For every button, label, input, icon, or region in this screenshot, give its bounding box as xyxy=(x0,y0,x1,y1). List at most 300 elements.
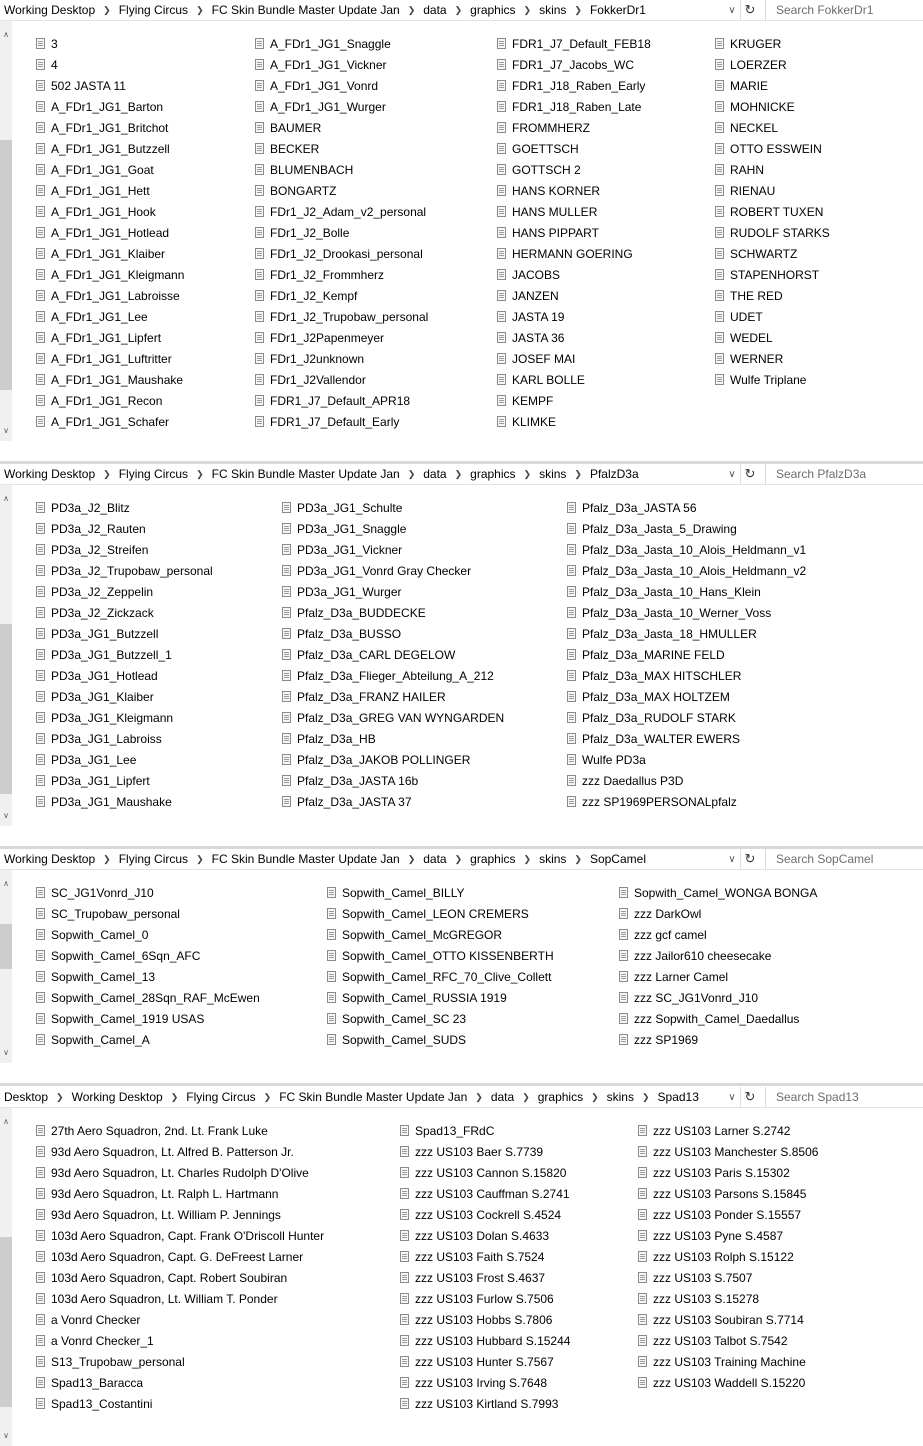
file-name: HERMANN GOERING xyxy=(512,246,633,261)
breadcrumb-separator-icon[interactable]: ❯ xyxy=(454,853,463,864)
refresh-icon[interactable]: ↻ xyxy=(740,1087,759,1107)
file-item[interactable] xyxy=(619,1008,799,1029)
breadcrumb-separator-icon[interactable]: ❯ xyxy=(170,1091,179,1102)
file-item[interactable] xyxy=(497,159,581,180)
file-item[interactable] xyxy=(255,369,366,390)
file-name: Pfalz_D3a_BUDDECKE xyxy=(297,605,426,620)
breadcrumb-item[interactable]: graphics xyxy=(470,3,516,17)
file-item[interactable] xyxy=(255,306,428,327)
file-item[interactable] xyxy=(638,1309,804,1330)
file-item[interactable] xyxy=(638,1204,801,1225)
file-item[interactable] xyxy=(400,1162,566,1183)
breadcrumb-item[interactable]: Working Desktop xyxy=(4,3,96,17)
file-icon xyxy=(36,712,45,723)
scrollbar-thumb[interactable] xyxy=(0,924,12,969)
file-item[interactable] xyxy=(36,1008,204,1029)
file-item[interactable] xyxy=(36,1309,140,1330)
file-item[interactable] xyxy=(36,369,183,390)
file-item[interactable] xyxy=(400,1183,570,1204)
address-dropdown-icon[interactable]: ∨ xyxy=(728,1091,736,1103)
file-item[interactable] xyxy=(282,581,402,602)
breadcrumb-item[interactable]: skins xyxy=(539,3,567,17)
file-item[interactable] xyxy=(497,306,564,327)
file-item[interactable] xyxy=(715,159,764,180)
file-item[interactable] xyxy=(400,1120,494,1141)
breadcrumb-item[interactable]: FC Skin Bundle Master Update Jan xyxy=(211,467,400,481)
file-item[interactable] xyxy=(36,623,158,644)
file-item[interactable] xyxy=(255,348,364,369)
file-name: zzz US103 Hobbs S.7806 xyxy=(415,1312,553,1327)
file-item[interactable] xyxy=(282,602,426,623)
file-icon xyxy=(36,992,45,1003)
breadcrumb-separator-icon[interactable]: ❯ xyxy=(523,468,532,479)
file-item[interactable] xyxy=(638,1141,818,1162)
file-item[interactable] xyxy=(715,201,823,222)
file-icon xyxy=(255,80,264,91)
breadcrumb-item[interactable]: graphics xyxy=(470,467,516,481)
file-item[interactable] xyxy=(255,222,349,243)
file-name: zzz US103 Furlow S.7506 xyxy=(415,1291,554,1306)
file-item[interactable] xyxy=(36,1372,143,1393)
scroll-up-icon[interactable]: ∧ xyxy=(3,29,9,39)
file-item[interactable] xyxy=(282,707,504,728)
file-item[interactable] xyxy=(715,180,775,201)
file-item[interactable] xyxy=(255,327,384,348)
breadcrumb-separator-icon[interactable]: ❯ xyxy=(407,853,416,864)
file-item[interactable] xyxy=(36,728,162,749)
file-item[interactable] xyxy=(400,1204,561,1225)
file-name: 93d Aero Squadron, Lt. Ralph L. Hartmann xyxy=(51,1186,279,1201)
file-item[interactable] xyxy=(36,1288,278,1309)
file-name: 103d Aero Squadron, Lt. William T. Ponder xyxy=(51,1291,278,1306)
file-item[interactable] xyxy=(567,560,806,581)
file-item[interactable] xyxy=(36,138,170,159)
file-item[interactable] xyxy=(36,285,180,306)
file-item[interactable] xyxy=(36,581,153,602)
breadcrumb xyxy=(0,0,650,20)
file-item[interactable] xyxy=(36,348,172,369)
file-item[interactable] xyxy=(36,791,172,812)
file-item[interactable] xyxy=(715,348,783,369)
file-item[interactable] xyxy=(36,222,169,243)
file-item[interactable] xyxy=(282,770,418,791)
file-item[interactable] xyxy=(715,369,806,390)
file-icon xyxy=(715,374,724,385)
file-item[interactable] xyxy=(638,1288,759,1309)
file-item[interactable] xyxy=(36,924,148,945)
breadcrumb-item[interactable]: graphics xyxy=(537,1090,584,1104)
breadcrumb-item[interactable]: Working Desktop xyxy=(4,852,96,866)
breadcrumb-separator-icon[interactable]: ❯ xyxy=(103,468,111,479)
file-item[interactable] xyxy=(36,987,260,1008)
file-item[interactable] xyxy=(327,1029,466,1050)
file-item[interactable] xyxy=(497,264,560,285)
file-name: zzz Sopwith_Camel_Daedallus xyxy=(634,1011,800,1026)
address-dropdown-icon[interactable]: ∨ xyxy=(728,468,736,480)
breadcrumb-item[interactable]: Flying Circus xyxy=(118,467,189,481)
file-item[interactable] xyxy=(619,987,758,1008)
file-item[interactable] xyxy=(638,1330,788,1351)
file-item[interactable] xyxy=(497,201,597,222)
file-item[interactable] xyxy=(400,1225,549,1246)
address-bar[interactable] xyxy=(0,464,923,485)
address-bar[interactable] xyxy=(0,849,923,870)
file-item[interactable] xyxy=(715,117,778,138)
file-item[interactable] xyxy=(327,903,529,924)
file-item[interactable] xyxy=(255,285,357,306)
file-item[interactable] xyxy=(255,96,386,117)
file-name: JANZEN xyxy=(512,288,559,303)
file-item[interactable] xyxy=(36,644,172,665)
file-item[interactable] xyxy=(36,1204,281,1225)
file-item[interactable] xyxy=(36,1225,324,1246)
file-item[interactable] xyxy=(282,623,401,644)
file-item[interactable] xyxy=(638,1372,805,1393)
breadcrumb-item[interactable]: Desktop xyxy=(4,1090,49,1104)
file-icon xyxy=(638,1251,647,1262)
file-item[interactable] xyxy=(282,791,412,812)
file-item[interactable] xyxy=(497,96,641,117)
file-item[interactable] xyxy=(567,728,740,749)
search-input[interactable] xyxy=(765,1087,923,1107)
file-icon xyxy=(255,311,264,322)
file-item[interactable] xyxy=(567,497,697,518)
file-item[interactable] xyxy=(255,117,321,138)
scroll-down-icon[interactable]: ∨ xyxy=(3,1047,9,1057)
breadcrumb-item[interactable]: Working Desktop xyxy=(71,1090,163,1104)
file-item[interactable] xyxy=(255,201,426,222)
address-bar[interactable] xyxy=(0,0,923,21)
file-item[interactable] xyxy=(36,75,126,96)
scrollbar-thumb[interactable] xyxy=(0,140,12,390)
breadcrumb-item[interactable]: FokkerDr1 xyxy=(589,3,646,17)
scroll-down-icon[interactable]: ∨ xyxy=(3,425,9,435)
file-item[interactable] xyxy=(36,96,163,117)
file-item[interactable] xyxy=(282,728,376,749)
search-placeholder: Search SopCamel xyxy=(776,852,874,866)
breadcrumb-separator-icon[interactable]: ❯ xyxy=(454,468,463,479)
file-item[interactable] xyxy=(567,581,761,602)
file-item[interactable] xyxy=(327,966,551,987)
file-item[interactable] xyxy=(36,497,130,518)
file-icon xyxy=(327,887,336,898)
file-item[interactable] xyxy=(255,54,387,75)
scrollbar-thumb[interactable] xyxy=(0,1237,12,1407)
breadcrumb-separator-icon[interactable]: ❯ xyxy=(407,4,416,15)
file-item[interactable] xyxy=(497,327,564,348)
file-item[interactable] xyxy=(400,1267,545,1288)
file-item[interactable] xyxy=(715,75,768,96)
file-name: zzz US103 S.15278 xyxy=(653,1291,760,1306)
file-item[interactable] xyxy=(36,159,154,180)
address-dropdown-icon[interactable]: ∨ xyxy=(728,4,736,16)
refresh-icon[interactable]: ↻ xyxy=(740,849,759,869)
file-item[interactable] xyxy=(36,945,200,966)
file-item[interactable] xyxy=(567,770,683,791)
file-item[interactable] xyxy=(638,1120,790,1141)
file-item[interactable] xyxy=(255,264,384,285)
file-item[interactable] xyxy=(638,1351,806,1372)
breadcrumb-separator-icon[interactable]: ❯ xyxy=(574,853,582,864)
file-item[interactable] xyxy=(567,791,737,812)
file-item[interactable] xyxy=(282,497,402,518)
file-item[interactable] xyxy=(36,1183,278,1204)
scrollbar-thumb[interactable] xyxy=(0,624,12,794)
breadcrumb-separator-icon[interactable]: ❯ xyxy=(574,4,582,15)
file-item[interactable] xyxy=(36,390,162,411)
breadcrumb-separator-icon[interactable]: ❯ xyxy=(263,1091,272,1102)
breadcrumb-item[interactable]: graphics xyxy=(470,852,516,866)
file-name: Sopwith_Camel_LEON CREMERS xyxy=(342,906,529,921)
file-item[interactable] xyxy=(497,180,600,201)
file-item[interactable] xyxy=(282,644,455,665)
file-icon xyxy=(255,374,264,385)
file-item[interactable] xyxy=(255,243,423,264)
file-item[interactable] xyxy=(327,882,465,903)
breadcrumb-separator-icon[interactable]: ❯ xyxy=(407,468,416,479)
search-input[interactable] xyxy=(765,464,923,484)
file-item[interactable] xyxy=(327,945,554,966)
file-item[interactable] xyxy=(497,243,633,264)
scroll-up-icon[interactable]: ∧ xyxy=(3,878,9,888)
file-item[interactable] xyxy=(638,1162,790,1183)
file-name: KRUGER xyxy=(730,36,782,51)
file-item[interactable] xyxy=(36,770,150,791)
file-item[interactable] xyxy=(497,54,634,75)
file-item[interactable] xyxy=(400,1246,544,1267)
file-item[interactable] xyxy=(36,33,58,54)
file-item[interactable] xyxy=(36,686,154,707)
file-item[interactable] xyxy=(282,749,470,770)
file-item[interactable] xyxy=(567,623,757,644)
breadcrumb-separator-icon[interactable]: ❯ xyxy=(475,1091,483,1102)
file-item[interactable] xyxy=(282,518,406,539)
breadcrumb-separator-icon[interactable]: ❯ xyxy=(103,4,111,15)
file-item[interactable] xyxy=(36,1246,303,1267)
file-item[interactable] xyxy=(567,749,646,770)
file-item[interactable] xyxy=(619,1029,698,1050)
breadcrumb-item[interactable]: PfalzD3a xyxy=(589,467,639,481)
file-item[interactable] xyxy=(400,1141,543,1162)
breadcrumb-item[interactable]: skins xyxy=(606,1090,634,1104)
breadcrumb-item[interactable]: skins xyxy=(539,467,567,481)
file-item[interactable] xyxy=(400,1351,554,1372)
address-bar[interactable] xyxy=(0,1087,923,1108)
file-item[interactable] xyxy=(638,1225,783,1246)
search-input[interactable] xyxy=(765,0,923,20)
file-item[interactable] xyxy=(715,243,797,264)
file-name: FDr1_J2_Trupobaw_personal xyxy=(270,309,429,324)
file-item[interactable] xyxy=(255,390,410,411)
file-item[interactable] xyxy=(567,707,736,728)
breadcrumb-item[interactable]: FC Skin Bundle Master Update Jan xyxy=(211,852,400,866)
file-item[interactable] xyxy=(400,1288,554,1309)
breadcrumb-item[interactable]: data xyxy=(423,852,447,866)
file-item[interactable] xyxy=(36,1162,309,1183)
breadcrumb-separator-icon[interactable]: ❯ xyxy=(522,1091,530,1102)
file-name: UDET xyxy=(730,309,763,324)
file-icon xyxy=(715,353,724,364)
file-item[interactable] xyxy=(36,1120,268,1141)
file-item[interactable] xyxy=(327,1008,466,1029)
file-item[interactable] xyxy=(255,75,378,96)
file-item[interactable] xyxy=(497,138,579,159)
breadcrumb-separator-icon[interactable]: ❯ xyxy=(523,853,532,864)
file-item[interactable] xyxy=(36,966,155,987)
file-item[interactable] xyxy=(497,117,590,138)
file-item[interactable] xyxy=(36,264,184,285)
file-item[interactable] xyxy=(36,117,168,138)
file-item[interactable] xyxy=(619,924,707,945)
file-item[interactable] xyxy=(282,665,494,686)
file-item[interactable] xyxy=(36,707,173,728)
breadcrumb-separator-icon[interactable]: ❯ xyxy=(196,4,204,15)
file-item[interactable] xyxy=(36,306,148,327)
file-item[interactable] xyxy=(619,966,728,987)
file-icon xyxy=(36,227,45,238)
file-icon xyxy=(638,1335,647,1346)
file-item[interactable] xyxy=(36,243,165,264)
file-item[interactable] xyxy=(567,539,806,560)
file-item[interactable] xyxy=(282,560,471,581)
file-item[interactable] xyxy=(36,1141,294,1162)
breadcrumb-separator-icon[interactable]: ❯ xyxy=(196,468,204,479)
scroll-down-icon[interactable]: ∨ xyxy=(3,810,9,820)
file-item[interactable] xyxy=(497,33,651,54)
file-item[interactable] xyxy=(715,33,781,54)
file-item[interactable] xyxy=(497,411,556,432)
file-item[interactable] xyxy=(638,1183,806,1204)
file-item[interactable] xyxy=(715,327,773,348)
file-item[interactable] xyxy=(400,1309,552,1330)
file-item[interactable] xyxy=(400,1393,558,1414)
breadcrumb-item[interactable]: data xyxy=(423,3,447,17)
file-item[interactable] xyxy=(282,686,446,707)
breadcrumb-item[interactable]: FC Skin Bundle Master Update Jan xyxy=(279,1090,468,1104)
file-item[interactable] xyxy=(400,1372,547,1393)
breadcrumb-separator-icon[interactable]: ❯ xyxy=(574,468,582,479)
file-item[interactable] xyxy=(36,180,150,201)
breadcrumb-item[interactable]: data xyxy=(490,1090,515,1104)
file-item[interactable] xyxy=(36,327,161,348)
file-item[interactable] xyxy=(36,411,169,432)
file-item[interactable] xyxy=(638,1267,752,1288)
breadcrumb-separator-icon[interactable]: ❯ xyxy=(454,4,463,15)
file-item[interactable] xyxy=(715,54,787,75)
file-item[interactable] xyxy=(36,749,136,770)
file-item[interactable] xyxy=(36,1393,152,1414)
file-item[interactable] xyxy=(567,602,771,623)
file-name: PD3a_J2_Zeppelin xyxy=(51,584,154,599)
breadcrumb-item[interactable]: skins xyxy=(539,852,567,866)
file-item[interactable] xyxy=(327,924,502,945)
refresh-icon[interactable]: ↻ xyxy=(740,0,759,20)
file-item[interactable] xyxy=(36,1029,150,1050)
file-item[interactable] xyxy=(36,665,158,686)
file-item[interactable] xyxy=(497,369,585,390)
file-item[interactable] xyxy=(36,518,146,539)
file-icon xyxy=(36,38,45,49)
breadcrumb-separator-icon[interactable]: ❯ xyxy=(641,1091,650,1102)
vertical-scrollbar[interactable] xyxy=(0,870,12,1063)
file-item[interactable] xyxy=(715,96,795,117)
file-item[interactable] xyxy=(497,348,575,369)
breadcrumb-separator-icon[interactable]: ❯ xyxy=(591,1091,599,1102)
file-item[interactable] xyxy=(497,222,599,243)
file-item[interactable] xyxy=(619,945,771,966)
file-item[interactable] xyxy=(36,1330,154,1351)
breadcrumb-item[interactable]: Working Desktop xyxy=(4,467,96,481)
breadcrumb-item[interactable]: SopCamel xyxy=(589,852,646,866)
breadcrumb-separator-icon[interactable]: ❯ xyxy=(196,853,204,864)
file-item[interactable] xyxy=(497,390,553,411)
file-item[interactable] xyxy=(715,306,763,327)
scroll-up-icon[interactable]: ∧ xyxy=(3,1116,9,1126)
file-item[interactable] xyxy=(36,54,58,75)
file-item[interactable] xyxy=(255,180,336,201)
file-item[interactable] xyxy=(282,539,402,560)
address-dropdown-icon[interactable]: ∨ xyxy=(728,853,736,865)
file-item[interactable] xyxy=(715,264,819,285)
breadcrumb-separator-icon[interactable]: ❯ xyxy=(56,1091,64,1102)
scroll-up-icon[interactable]: ∧ xyxy=(3,493,9,503)
file-item[interactable] xyxy=(255,159,353,180)
file-item[interactable] xyxy=(36,1351,185,1372)
vertical-scrollbar[interactable] xyxy=(0,1108,12,1446)
file-item[interactable] xyxy=(619,882,817,903)
file-item[interactable] xyxy=(255,138,319,159)
file-item[interactable] xyxy=(36,560,213,581)
vertical-scrollbar[interactable] xyxy=(0,485,12,826)
breadcrumb-item[interactable]: FC Skin Bundle Master Update Jan xyxy=(211,3,400,17)
file-item[interactable] xyxy=(619,903,701,924)
file-item[interactable] xyxy=(255,411,399,432)
file-item[interactable] xyxy=(36,1267,287,1288)
file-item[interactable] xyxy=(255,33,391,54)
file-item[interactable] xyxy=(36,201,156,222)
file-item[interactable] xyxy=(327,987,507,1008)
breadcrumb-item[interactable]: data xyxy=(423,467,447,481)
breadcrumb-item[interactable]: Spad13 xyxy=(657,1090,699,1104)
breadcrumb-separator-icon[interactable]: ❯ xyxy=(523,4,532,15)
search-input[interactable] xyxy=(765,849,923,869)
breadcrumb-item[interactable]: Flying Circus xyxy=(118,852,189,866)
scroll-down-icon[interactable]: ∨ xyxy=(3,1430,9,1440)
file-item[interactable] xyxy=(36,882,154,903)
file-item[interactable] xyxy=(567,644,725,665)
file-item[interactable] xyxy=(715,285,783,306)
file-item[interactable] xyxy=(497,285,559,306)
file-item[interactable] xyxy=(567,665,741,686)
breadcrumb-separator-icon[interactable]: ❯ xyxy=(103,853,111,864)
file-item[interactable] xyxy=(497,75,645,96)
file-icon xyxy=(36,374,45,385)
file-item[interactable] xyxy=(567,518,737,539)
file-item[interactable] xyxy=(567,686,730,707)
breadcrumb-item[interactable]: Flying Circus xyxy=(186,1090,256,1104)
file-item[interactable] xyxy=(36,539,148,560)
breadcrumb-item[interactable]: Flying Circus xyxy=(118,3,189,17)
file-item[interactable] xyxy=(36,602,154,623)
file-item[interactable] xyxy=(638,1246,794,1267)
file-item[interactable] xyxy=(400,1330,570,1351)
file-item[interactable] xyxy=(36,903,180,924)
file-name: Pfalz_D3a_MAX HITSCHLER xyxy=(582,668,742,683)
file-item[interactable] xyxy=(715,138,822,159)
refresh-icon[interactable]: ↻ xyxy=(740,464,759,484)
vertical-scrollbar[interactable] xyxy=(0,21,12,441)
file-item[interactable] xyxy=(715,222,830,243)
